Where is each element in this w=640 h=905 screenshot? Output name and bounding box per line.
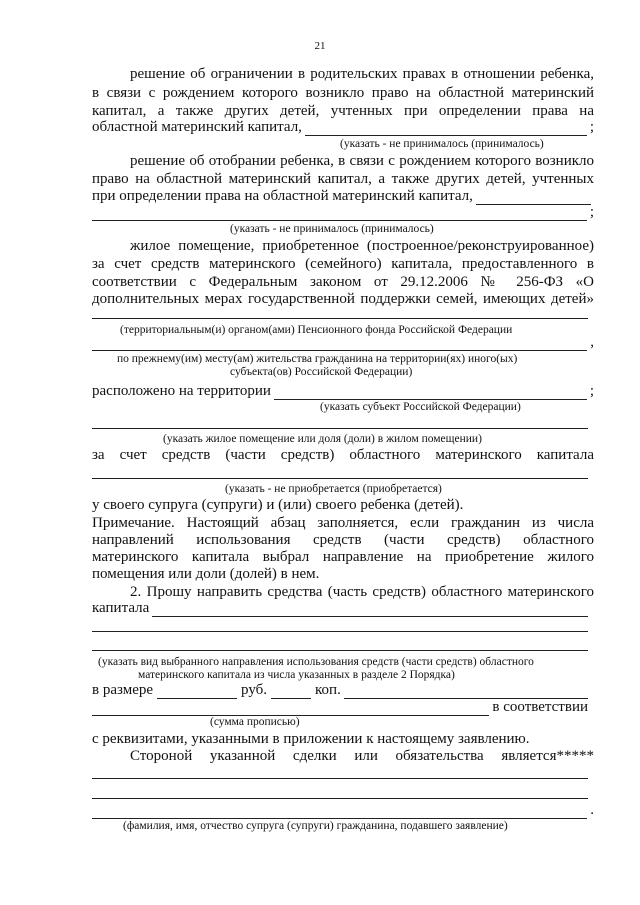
text-line: направлений использования средств (части средств) областного: [92, 532, 594, 548]
fill-line: [92, 778, 588, 779]
text-line: жилое помещение, приобретенное (построенное/реконструированное): [130, 238, 594, 254]
fill-row: [92, 188, 594, 205]
fill-line: [92, 428, 588, 429]
fill-line: [344, 686, 588, 699]
fill-row: [92, 600, 588, 617]
caption: по прежнему(им) месту(ам) жительства гражданина на территории(ях) иного(ых): [117, 353, 518, 365]
text-line: Примечание. Настоящий абзац заполняется, если гражданин из числа: [92, 515, 594, 531]
caption: (указать - не принималось (принималось): [230, 223, 434, 235]
text-line: дополнительных мерах государственной поддержки семей, имеющих детей»: [92, 291, 594, 307]
fill-line: [92, 338, 587, 351]
fill-line: [92, 208, 587, 221]
text-line: решение об отобрании ребенка, в связи с рождением которого возникло: [130, 153, 594, 169]
fill-line: [92, 650, 588, 651]
caption: (фамилия, имя, отчество супруга (супруги) гражданина, подавшего заявление): [123, 820, 508, 832]
text-line: 2. Прошу направить средства (часть средств) областного материнского: [130, 584, 594, 600]
fill-line: [92, 703, 489, 716]
fill-row: [92, 119, 594, 136]
text-line: в размере: [92, 682, 154, 698]
amount-kop-field[interactable]: [271, 686, 311, 699]
fill-line: [92, 318, 588, 319]
text-line: материнского капитала выбрал направление на приобретение жилого: [92, 549, 594, 565]
text-line: у своего супруга (супруги) и (или) своего ребенка (детей).: [92, 497, 464, 513]
text-line: расположено на территории: [92, 383, 271, 399]
line-end: .: [590, 802, 594, 818]
fill-row: [92, 383, 594, 400]
text-line: в связи с рождением которого возникло право на областной материнский: [92, 85, 594, 101]
text-line: областной материнский капитал,: [92, 119, 302, 135]
caption: (территориальным(и) органом(ами) Пенсионного фонда Российской Федерации: [120, 324, 513, 336]
line-end: ,: [590, 334, 594, 350]
text-line: соответствии с Федеральным законом от 29.12.2006 № 256-ФЗ «О: [92, 274, 594, 290]
text-line: право на областной материнский капитал, а также других детей, учтенных: [92, 171, 594, 187]
fill-line: [152, 604, 588, 617]
fill-row: [92, 204, 594, 221]
line-end: ;: [589, 204, 594, 220]
text-line: Стороной указанной сделки или обязательства является*****: [130, 748, 594, 764]
page-number: 21: [314, 40, 326, 52]
caption: (указать - не приобретается (приобретается): [225, 483, 442, 495]
text-line: помещения или доли (долей) в нем.: [92, 566, 320, 582]
text-line: коп.: [315, 682, 341, 698]
caption: (указать субъект Российской Федерации): [320, 401, 521, 413]
line-end: ;: [589, 119, 594, 135]
text-line: за счет средств (части средств) областного материнского капитала: [92, 447, 594, 463]
caption: (указать жилое помещение или доля (доли) в жилом помещении): [163, 433, 482, 445]
fill-line: [92, 478, 588, 479]
text-line: с реквизитами, указанными в приложении к настоящему заявлению.: [92, 731, 530, 747]
fill-line: [305, 123, 587, 136]
line-end: в соответствии: [492, 699, 588, 715]
text-line: капитала: [92, 600, 150, 616]
caption: (указать - не принималось (принималось): [340, 138, 544, 150]
caption: (сумма прописью): [210, 716, 300, 728]
fill-line: [274, 387, 587, 400]
fill-row: [92, 802, 594, 819]
text-line: за счет средств материнского (семейного) капитала, предоставленного в: [92, 256, 594, 272]
fill-line: [92, 798, 588, 799]
caption: материнского капитала из числа указанных в разделе 2 Порядка): [138, 669, 455, 681]
text-line: руб.: [241, 682, 268, 698]
caption: (указать вид выбранного направления использования средств (части средств) областного: [98, 656, 534, 668]
amount-row: [92, 682, 588, 699]
text-line: решение об ограничении в родительских правах в отношении ребенка,: [130, 66, 594, 82]
amount-rub-field[interactable]: [157, 686, 237, 699]
fill-line: [92, 631, 588, 632]
fill-line: [92, 806, 587, 819]
line-end: ;: [589, 383, 594, 399]
text-line: при определении права на областной материнский капитал,: [92, 188, 473, 204]
caption: субъекта(ов) Российской Федерации): [230, 366, 413, 378]
fill-row: [92, 334, 594, 351]
text-line: капитал, а также других детей, учтенных при определении права на: [92, 103, 594, 119]
fill-row: [92, 699, 588, 716]
